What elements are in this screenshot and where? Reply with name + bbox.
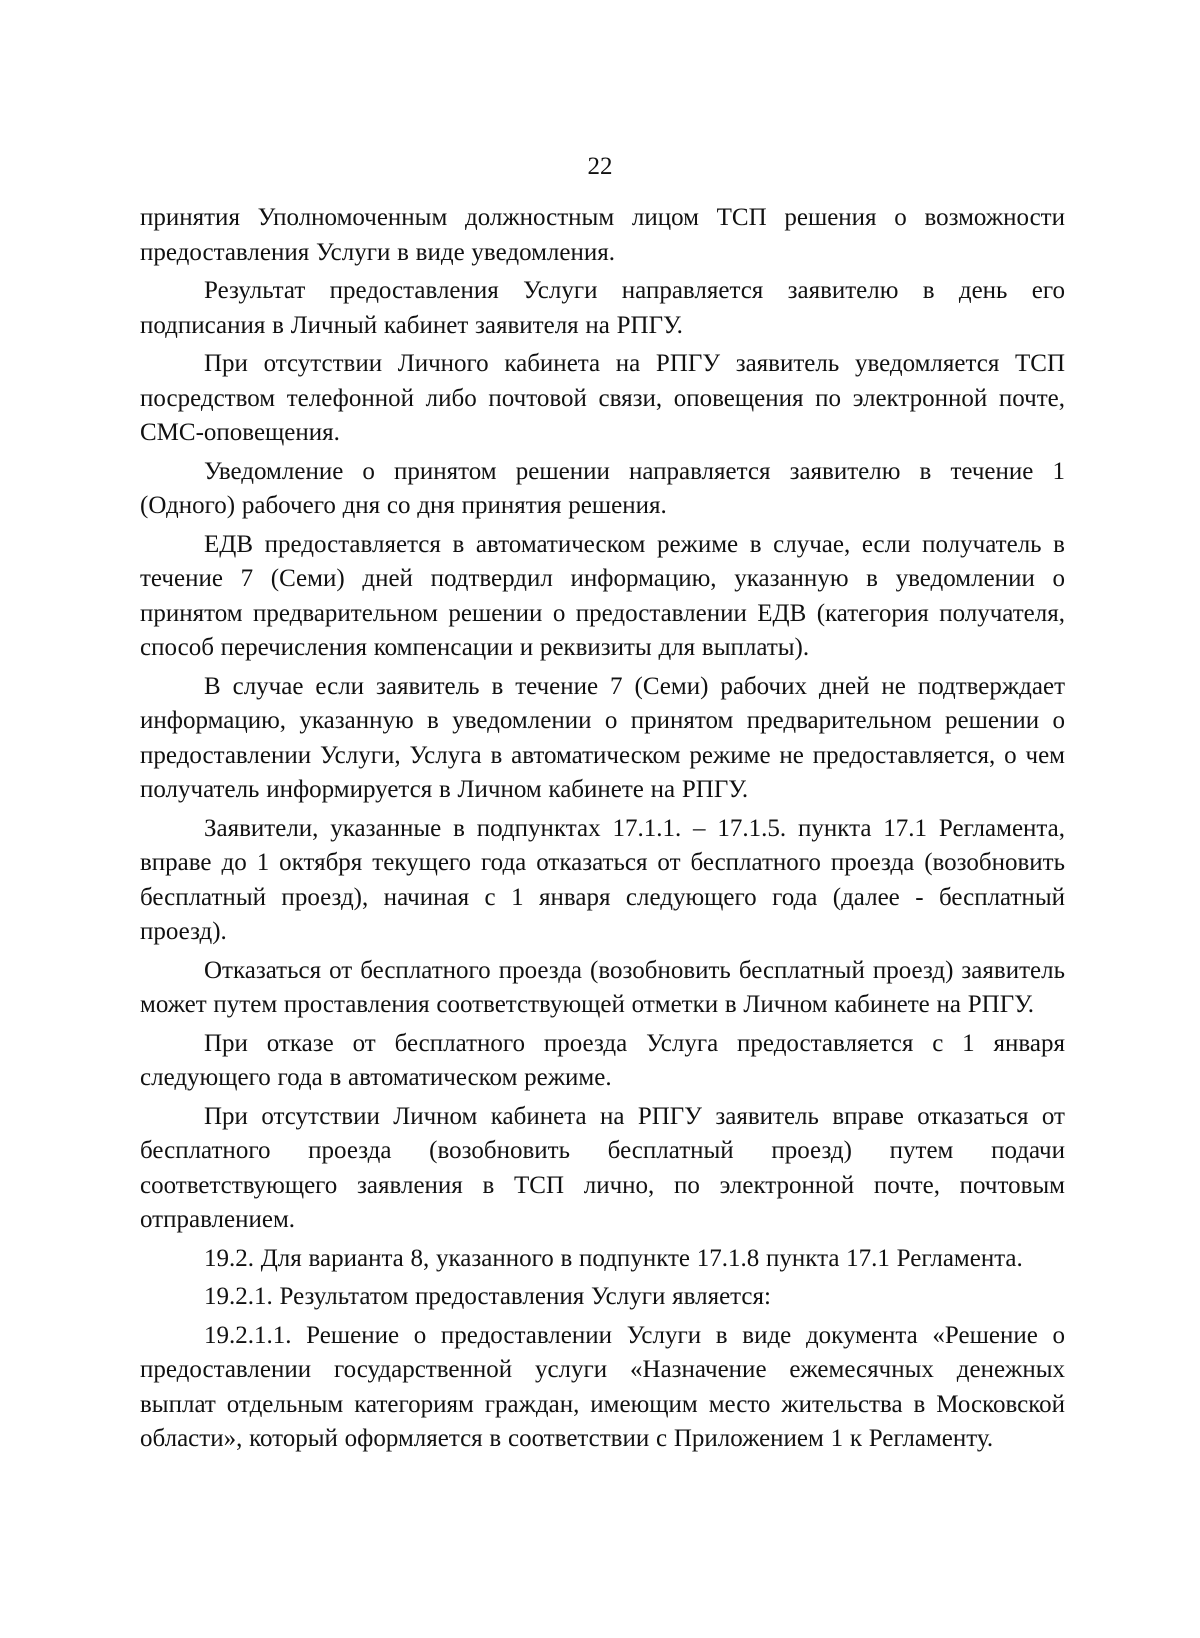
paragraph-edv-automatic: ЕДВ предоставляется в автоматическом режиме в случае, если получатель в течение 7 (Семи) дней подтвердил информацию, указанную в уведомлении о принятом предварительном решении о предоставлении ЕДВ (категория получателя, способ перечисления компенсации и реквизиты для выплаты). [140, 530, 1065, 661]
paragraph-refusal-method: Отказаться от бесплатного проезда (возобновить бесплатный проезд) заявитель может путем проставления соответствующей отметки в Личном кабинете на РПГУ. [140, 956, 1065, 1018]
paragraph-result-delivery: Результат предоставления Услуги направляется заявителю в день его подписания в Личный кабинет заявителя на РПГУ. [140, 277, 1065, 339]
paragraph-no-cabinet-notification: При отсутствии Личного кабинета на РПГУ заявитель уведомляется ТСП посредством телефонной либо почтовой связи, оповещения по электронной почте, СМС-оповещения. [140, 350, 1065, 446]
paragraph-section-19-2-1-1: 19.2.1.1. Решение о предоставлении Услуги в виде документа «Решение о предоставлении государственной услуги «Назначение ежемесячных денежных выплат отдельным категориям граждан, имеющим место жительства в Московской области», который оформляется в соответствии с Приложением 1 к Регламенту. [140, 1321, 1065, 1452]
document-body [140, 201, 1065, 1461]
page-number: 22 [587, 153, 613, 180]
paragraph-section-19-2: 19.2. Для варианта 8, указанного в подпункте 17.1.8 пункта 17.1 Регламента. [204, 1244, 1023, 1272]
paragraph-refusal-without-cabinet: При отсутствии Личном кабинета на РПГУ заявитель вправе отказаться от бесплатного проезда (возобновить бесплатный проезд) путем подачи соответствующего заявления в ТСП лично, по электронной почте, почтовым отправлением. [140, 1102, 1065, 1233]
paragraph-free-travel-refusal: Заявители, указанные в подпунктах 17.1.1. – 17.1.5. пункта 17.1 Регламента, вправе до 1 октября текущего года отказаться от бесплатного проезда (возобновить бесплатный проезд), начиная с 1 января следующего года (далее - бесплатный проезд). [140, 814, 1065, 945]
paragraph-not-confirmed: В случае если заявитель в течение 7 (Семи) рабочих дней не подтверждает информацию, указанную в уведомлении о принятом предварительном решении о предоставлении Услуги, Услуга в автоматическом режиме не предоставляется, о чем получатель информируется в Личном кабинете на РПГУ. [140, 672, 1065, 803]
paragraph-continuation: принятия Уполномоченным должностным лицом ТСП решения о возможности предоставления Услуги в виде уведомления. [140, 204, 1065, 266]
paragraph-refusal-effect: При отказе от бесплатного проезда Услуга предоставляется с 1 января следующего года в автоматическом режиме. [140, 1029, 1065, 1091]
paragraph-decision-notice: Уведомление о принятом решении направляется заявителю в течение 1 (Одного) рабочего дня со дня принятия решения. [140, 457, 1065, 519]
paragraph-section-19-2-1: 19.2.1. Результатом предоставления Услуги является: [204, 1283, 771, 1310]
